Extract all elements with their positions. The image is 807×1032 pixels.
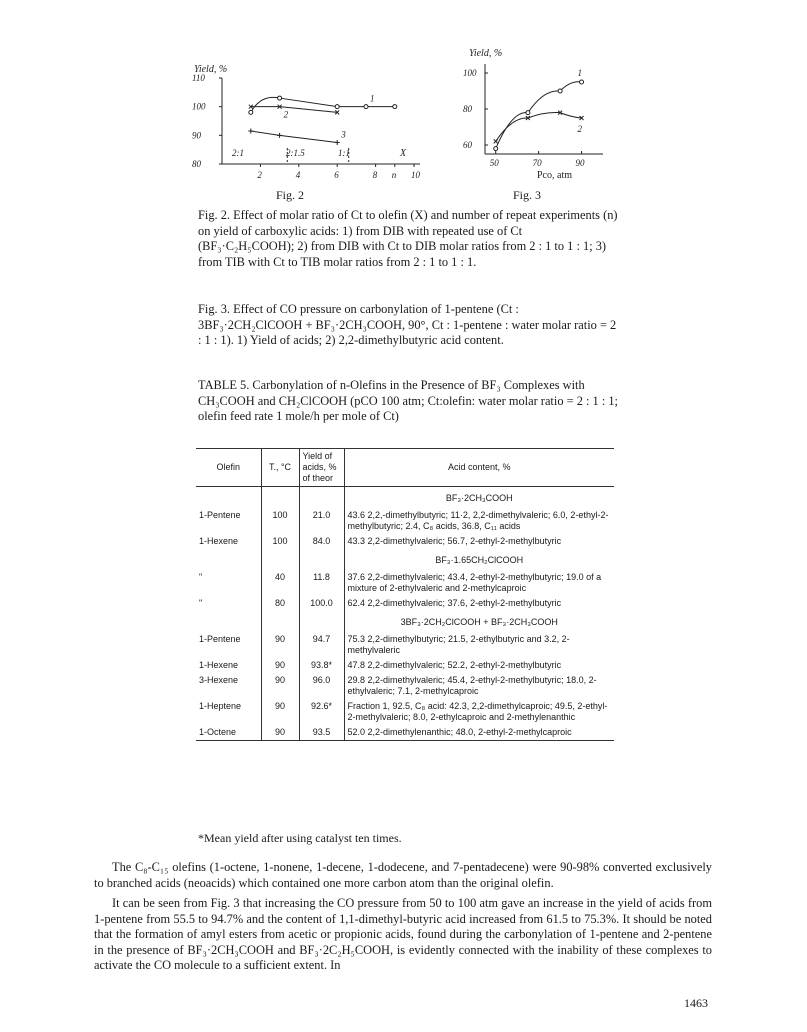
cell-acid: Fraction 1, 92.5, C₈ acid: 42.3, 2,2-dimethylcaproic; 49.5, 2-ethyl-2-methylvaleric; 8.0, 2-ethylcaproic and 2-methylenanthic xyxy=(347,701,608,722)
fig2-ytick-label: 110 xyxy=(192,73,205,83)
fig3-caption: Fig. 3. Effect of CO pressure on carbonylation of 1-pentene (Ct : 3BF₃·2CH₂ClCOOH + BF₃·2CH₃COOH, 90°, Ct : 1-pentene : water molar ratio = 2 : 1 : 1). 1) Yield of acids; 2) 2,2-dimethylbutyric acid content. xyxy=(198,302,617,348)
cell-yield: 21.0 xyxy=(299,508,344,534)
cell-acid: 52.0 2,2-dimethylenanthic; 48.0, 2-ethyl-2-methylcaproic xyxy=(347,727,572,737)
cell-olefin: 1-Pentene xyxy=(199,634,241,644)
th-acid: Acid content, % xyxy=(344,449,614,487)
cell-acid: 43.6 2,2,-dimethylbutyric; 11·2, 2,2-dimethylvaleric; 6.0, 2-ethyl-2-methylbutyric; 2.4, C₈ acids, 36.8, C₁₁ acids xyxy=(347,510,609,531)
fig2-point xyxy=(335,105,339,109)
fig3-ytick-label: 60 xyxy=(463,140,472,150)
fig2-point xyxy=(335,140,340,145)
fig2-curve-label: 3 xyxy=(341,129,346,140)
table-row xyxy=(196,673,614,699)
table5-section-title: BF₃·1.65CH₂ClCOOH xyxy=(435,555,524,565)
cell-olefin: 3-Hexene xyxy=(199,675,239,685)
fig3-point xyxy=(526,111,530,115)
fig2-x-axis-label: X xyxy=(400,148,407,159)
fig3-point xyxy=(494,147,498,151)
fig3-point xyxy=(494,139,498,143)
fig2-point xyxy=(249,110,253,114)
fig2-ratio-label-2: 2:1.5 xyxy=(286,148,305,158)
fig2-ylabel: Yield, % xyxy=(194,64,228,75)
fig3-curve-label: 1 xyxy=(577,68,583,78)
fig2-caption-short: Fig. 2 xyxy=(275,188,304,202)
cell-yield: 93.8* xyxy=(299,658,344,673)
cell-olefin: " xyxy=(199,598,203,608)
cell-temp: 90 xyxy=(261,673,299,699)
fig2-xtick-label: 6 xyxy=(334,170,339,180)
fig3-chart xyxy=(455,44,615,186)
cell-olefin: 1-Heptene xyxy=(199,701,242,711)
cell-yield: 11.8 xyxy=(299,570,344,596)
table-row xyxy=(196,632,614,658)
table5-section-row xyxy=(196,611,614,632)
cell-yield: 84.0 xyxy=(299,534,344,549)
cell-olefin: 1-Hexene xyxy=(199,660,239,670)
fig2-xtick-label: 2 xyxy=(257,170,262,180)
fig2-point xyxy=(364,105,368,109)
fig2-ratio-label-1: 2:1 xyxy=(232,148,244,158)
fig2-series-line-3 xyxy=(251,131,337,142)
cell-temp: 90 xyxy=(261,658,299,673)
table-row xyxy=(196,699,614,725)
table-row xyxy=(196,658,614,673)
table5-section-row xyxy=(196,549,614,570)
fig3-ytick-label: 80 xyxy=(463,104,472,114)
table-row xyxy=(196,596,614,611)
cell-temp: 90 xyxy=(261,699,299,725)
fig2-ytick-label: 100 xyxy=(192,101,206,112)
table5 xyxy=(196,448,621,741)
fig2-xtick-label: n xyxy=(391,170,397,180)
th-yield: Yield of acids, % of theor xyxy=(299,449,344,487)
cell-olefin: 1-Pentene xyxy=(199,510,241,520)
fig2-xtick-label: 10 xyxy=(411,170,420,180)
table-row xyxy=(196,508,614,534)
cell-temp: 80 xyxy=(261,596,299,611)
table5-bottom-rule xyxy=(196,741,614,742)
paragraph-1: The C₈-C₁₅ olefins (1-octene, 1-nonene, 1-decene, 1-dodecene, and 7-pentadecene) were 90-98% converted exclusively to branched acids (neoacids) which contained one more carbon atom than the original olefin. xyxy=(94,860,712,890)
fig2-point xyxy=(393,105,397,109)
cell-temp: 90 xyxy=(261,725,299,741)
page-number: 1463 xyxy=(684,996,708,1010)
paragraph-2: It can be seen from Fig. 3 that increasing the CO pressure from 50 to 100 atm gave an increase in the yield of acids from 1-pentene from 55.5 to 94.7% and the content of 1,1-dimethyl-butyric acid increased from 61.5 to 75.3%. It should be noted that the formation of amyl esters from acetic or propionic acids, found during the carbonylation of 1-pentene and 2-pentene in the presence of BF₃·2CH₃COOH and BF₃·2C₂H₅COOH, is evidently connected with the inability of these complexes to activate the CO molecule to a sufficient extent. In xyxy=(94,896,712,972)
cell-acid: 75.3 2,2-dimethylbutyric; 21.5, 2-ethylbutyric and 3.2, 2-methylvaleric xyxy=(347,634,570,655)
table5-section-title: 3BF₃·2CH₂ClCOOH + BF₃·2CH₃COOH xyxy=(400,617,558,627)
fig2-point xyxy=(277,133,282,138)
table-row xyxy=(196,725,614,741)
fig2-ratio-label-3: 1:1 xyxy=(338,148,350,158)
table-row xyxy=(196,534,614,549)
cell-yield: 93.5 xyxy=(299,725,344,741)
cell-temp: 40 xyxy=(261,570,299,596)
cell-olefin: 1-Hexene xyxy=(199,536,239,546)
fig2-ytick-label: 90 xyxy=(192,130,201,141)
cell-temp: 90 xyxy=(261,632,299,658)
fig2-xtick-label: 8 xyxy=(372,170,378,180)
fig3-ylabel: Yield, % xyxy=(469,48,503,59)
table5-footnote: *Mean yield after using catalyst ten times. xyxy=(198,831,402,845)
cell-acid: 37.6 2,2-dimethylvaleric; 43.4, 2-ethyl-2-methylbutyric; 19.0 of a mixture of 2-ethylvaleric and 2-methylcaproic xyxy=(347,572,602,593)
cell-acid: 62.4 2,2-dimethylvaleric; 37.6, 2-ethyl-2-methylbutyric xyxy=(347,598,562,608)
cell-yield: 92.6* xyxy=(299,699,344,725)
cell-acid: 43.3 2,2-dimethylvaleric; 56.7, 2-ethyl-2-methylbutyric xyxy=(347,536,562,546)
fig3-xtick-label: 90 xyxy=(575,158,585,168)
fig2-ytick-label: 80 xyxy=(192,159,201,169)
cell-olefin: " xyxy=(199,572,203,582)
th-temp: T., °C xyxy=(261,449,299,487)
cell-acid: 47.8 2,2-dimethylvaleric; 52.2, 2-ethyl-2-methylbutyric xyxy=(347,660,562,670)
fig3-ytick-label: 100 xyxy=(463,68,477,78)
fig2-curve-label: 1 xyxy=(370,93,375,104)
fig3-xlabel: Pco, atm xyxy=(537,170,572,181)
cell-yield: 94.7 xyxy=(299,632,344,658)
fig3-series-line-2 xyxy=(496,112,582,141)
fig3-point xyxy=(558,89,562,93)
fig3-curve-label: 2 xyxy=(577,124,583,134)
fig2-curve-label: 2 xyxy=(283,109,289,120)
fig2-xtick-label: 4 xyxy=(295,170,301,180)
cell-acid: 29.8 2,2-dimethylvaleric; 45.4, 2-ethyl-2-methylbutyric; 18.0, 2-ethylvaleric; 7.1, 2-methylcaproic xyxy=(347,675,597,696)
cell-olefin: 1-Octene xyxy=(199,727,237,737)
fig2-point xyxy=(278,96,282,100)
fig2-point xyxy=(248,129,253,134)
fig3-point xyxy=(580,80,584,84)
cell-yield: 100.0 xyxy=(299,596,344,611)
fig2-chart xyxy=(188,56,428,188)
figure-2 xyxy=(188,56,428,188)
table-row xyxy=(196,570,614,596)
cell-yield: 96.0 xyxy=(299,673,344,699)
fig2-caption: Fig. 2. Effect of molar ratio of Ct to olefin (X) and number of repeat experiments (n) on yield of carboxylic acids: 1) from DIB with repeated use of Ct (BF₃·C₂H₅COOH); 2) from DIB with Ct to DIB molar ratios from 2 : 1 to 1 : 1; 3) from TIB with Ct to TIB molar ratios from 2 : 1 to 1 : 1. xyxy=(198,208,618,269)
fig2-series-line-2 xyxy=(251,107,337,113)
fig3-caption-short: Fig. 3 xyxy=(512,188,541,202)
table5-section-title: BF₃·2CH₃COOH xyxy=(445,493,513,503)
figure-3 xyxy=(455,44,615,186)
fig3-xtick-label: 50 xyxy=(489,158,499,168)
th-olefin: Olefin xyxy=(196,449,261,487)
cell-temp: 100 xyxy=(261,534,299,549)
fig3-xtick-label: 70 xyxy=(532,158,542,168)
table5-section-row xyxy=(196,487,614,509)
table5-caption: TABLE 5. Carbonylation of n-Olefins in the Presence of BF₃ Complexes with CH₃COOH and CH₂ClCOOH (pCO 100 atm; Ct:olefin: water molar ratio = 2 : 1 : 1; olefin feed rate 1 mole/h per mole of Ct) xyxy=(198,378,619,424)
cell-temp: 100 xyxy=(261,508,299,534)
